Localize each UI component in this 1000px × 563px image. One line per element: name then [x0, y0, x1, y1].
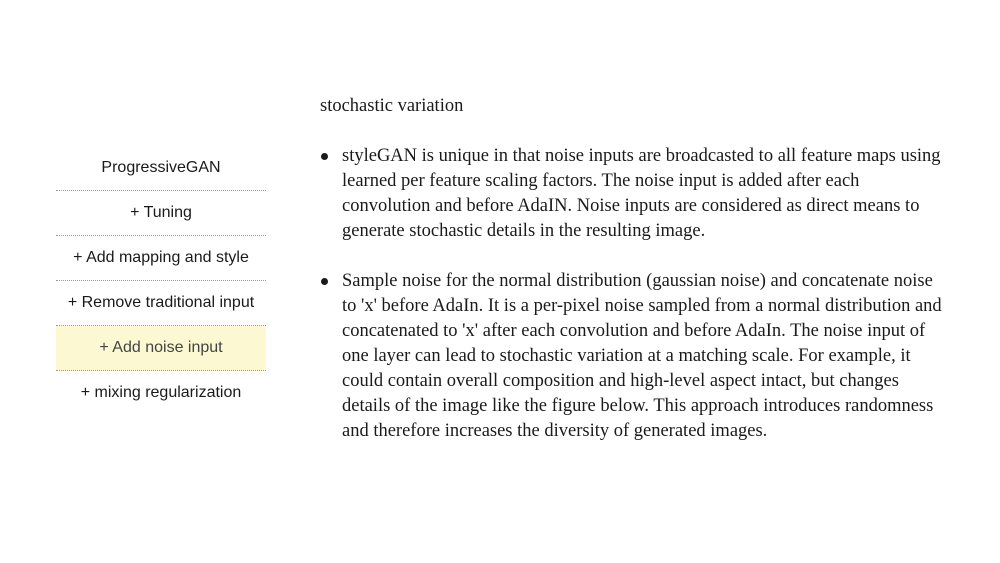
bullet-list [320, 144, 945, 444]
sidebar-item-tuning[interactable]: + Tuning [56, 191, 266, 236]
sidebar-item-add-mapping-and-style[interactable]: + Add mapping and style [56, 236, 266, 281]
sidebar-item-remove-traditional-input[interactable]: + Remove traditional input [56, 281, 266, 326]
sidebar-item-progressivegan[interactable]: ProgressiveGAN [56, 146, 266, 191]
section-title: stochastic variation [320, 96, 464, 116]
bullet-item-sample-noise: Sample noise for the normal distribution (gaussian noise) and concatenate noise to 'x' before AdaIn. It is a per-pixel noise sampled from a normal distribution and concatenated to 'x' after each convolution and before AdaIn. The noise input of one layer can lead to stochastic variation at a matching scale. For example, it could contain overall composition and high-level aspect intact, but changes details of the image like the figure below. This approach introduces randomness and therefore increases the diversity of generated images. [320, 269, 945, 444]
sidebar-item-add-noise-input[interactable]: + Add noise input [56, 326, 266, 371]
sidebar-item-mixing-regularization[interactable]: + mixing regularization [80, 384, 242, 401]
main-content [320, 94, 945, 469]
sidebar-nav [56, 146, 266, 415]
bullet-item-noise-broadcast: styleGAN is unique in that noise inputs are broadcasted to all feature maps using learned per feature scaling factors. The noise input is added after each convolution and before AdaIN. Noise inputs are considered as direct means to generate stochastic details in the resulting image. [320, 144, 945, 244]
